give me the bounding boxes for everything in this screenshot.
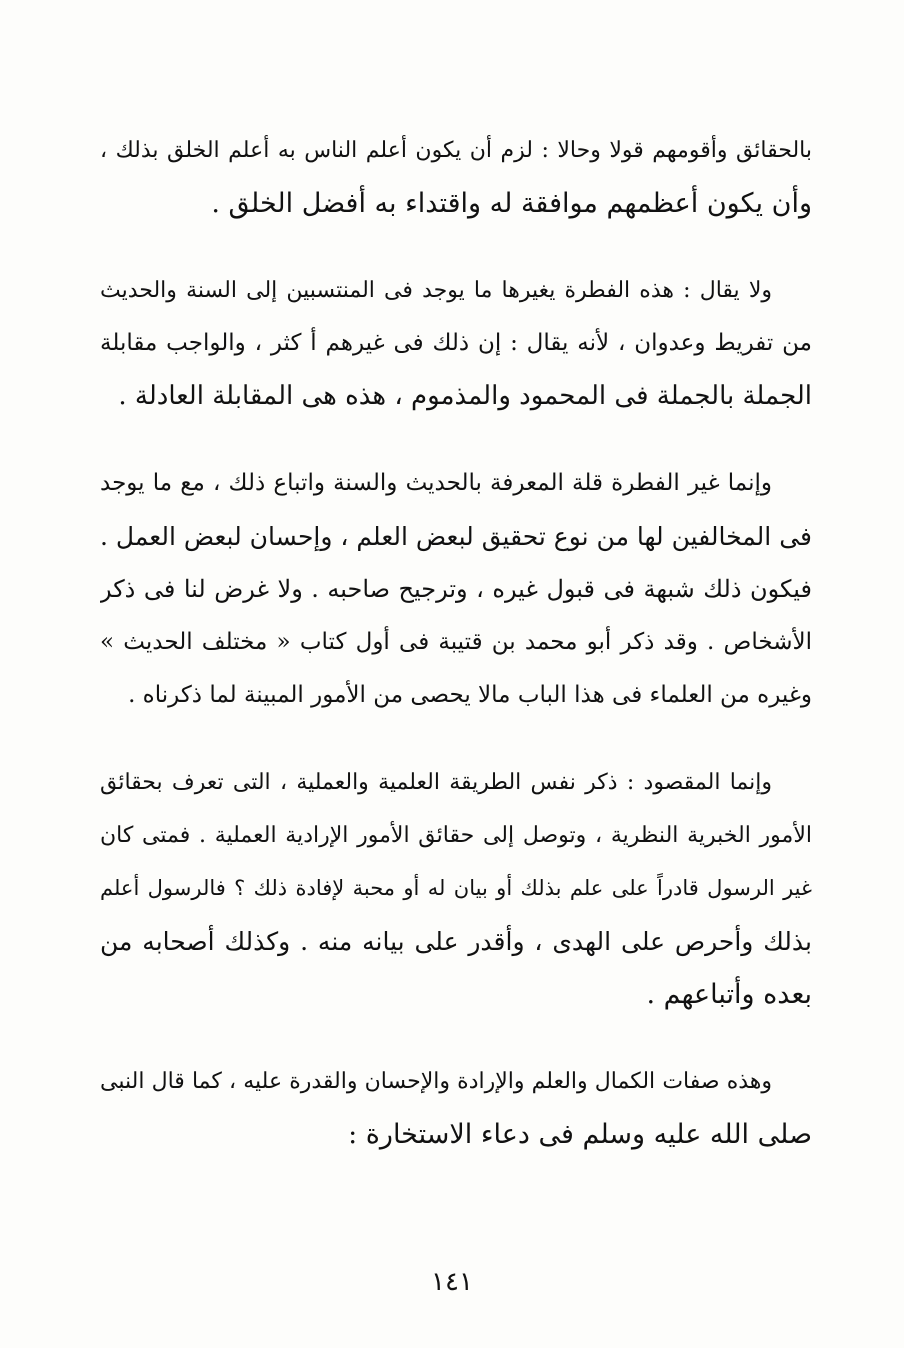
text-line: الأمور الخبرية النظرية ، وتوصل إلى حقائق الأمور الإرادية العملية . فمتى كان bbox=[100, 823, 812, 848]
page-number: ١٤١ bbox=[431, 1267, 473, 1297]
paragraph-2 bbox=[100, 264, 812, 423]
page-body bbox=[100, 124, 812, 1195]
text-line: من تفريط وعدوان ، لأنه يقال : إن ذلك فى غيرهم أ كثر ، والواجب مقابلة bbox=[100, 330, 812, 356]
text-line: بعده وأتباعهم . bbox=[646, 979, 812, 1010]
text-line: بذلك وأحرص على الهدى ، وأقدر على بيانه منه . وكذلك أصحابه من bbox=[100, 927, 812, 956]
text-line: غير الرسول قادراً على علم بذلك أو بيان له أو محبة لإفادة ذلك ؟ فالرسول أعلم bbox=[100, 876, 812, 900]
text-line: فيكون ذلك شبهة فى قبول غيره ، وترجيح صاحبه . ولا غرض لنا فى ذكر bbox=[100, 575, 812, 603]
text-line: الجملة بالجملة فى المحمود والمذموم ، هذه هى المقابلة العادلة . bbox=[118, 381, 812, 411]
text-line: وإنما غير الفطرة قلة المعرفة بالحديث والسنة واتباع ذلك ، مع ما يوجد bbox=[100, 470, 772, 496]
text-line: وأن يكون أعظمهم موافقة له واقتداء به أفضل الخلق . bbox=[211, 188, 812, 219]
text-line: ولا يقال : هذه الفطرة يغيرها ما يوجد فى المنتسبين إلى السنة والحديث bbox=[100, 278, 772, 303]
paragraph-3 bbox=[100, 457, 812, 722]
text-line: وإنما المقصود : ذكر نفس الطريقة العلمية والعملية ، التى تعرف بحقائق bbox=[100, 770, 772, 795]
text-line: فى المخالفين لها من نوع تحقيق لبعض العلم ، وإحسان لبعض العمل . bbox=[100, 522, 812, 551]
text-line: بالحقائق وأقومهم قولا وحالا : لزم أن يكون أعلم الناس به أعلم الخلق بذلك ، bbox=[100, 138, 812, 163]
text-line: وهذه صفات الكمال والعلم والإرادة والإحسان والقدرة عليه ، كما قال النبى bbox=[100, 1069, 772, 1094]
paragraph-1 bbox=[100, 124, 812, 230]
text-line: صلى الله عليه وسلم فى دعاء الاستخارة : bbox=[348, 1119, 812, 1150]
paragraph-4 bbox=[100, 756, 812, 1021]
text-line: وغيره من العلماء فى هذا الباب مالا يحصى من الأمور المبينة لما ذكرناه . bbox=[128, 682, 812, 708]
text-line: الأشخاص . وقد ذكر أبو محمد بن قتيبة فى أول كتاب « مختلف الحديث » bbox=[100, 629, 812, 655]
paragraph-5 bbox=[100, 1055, 812, 1161]
